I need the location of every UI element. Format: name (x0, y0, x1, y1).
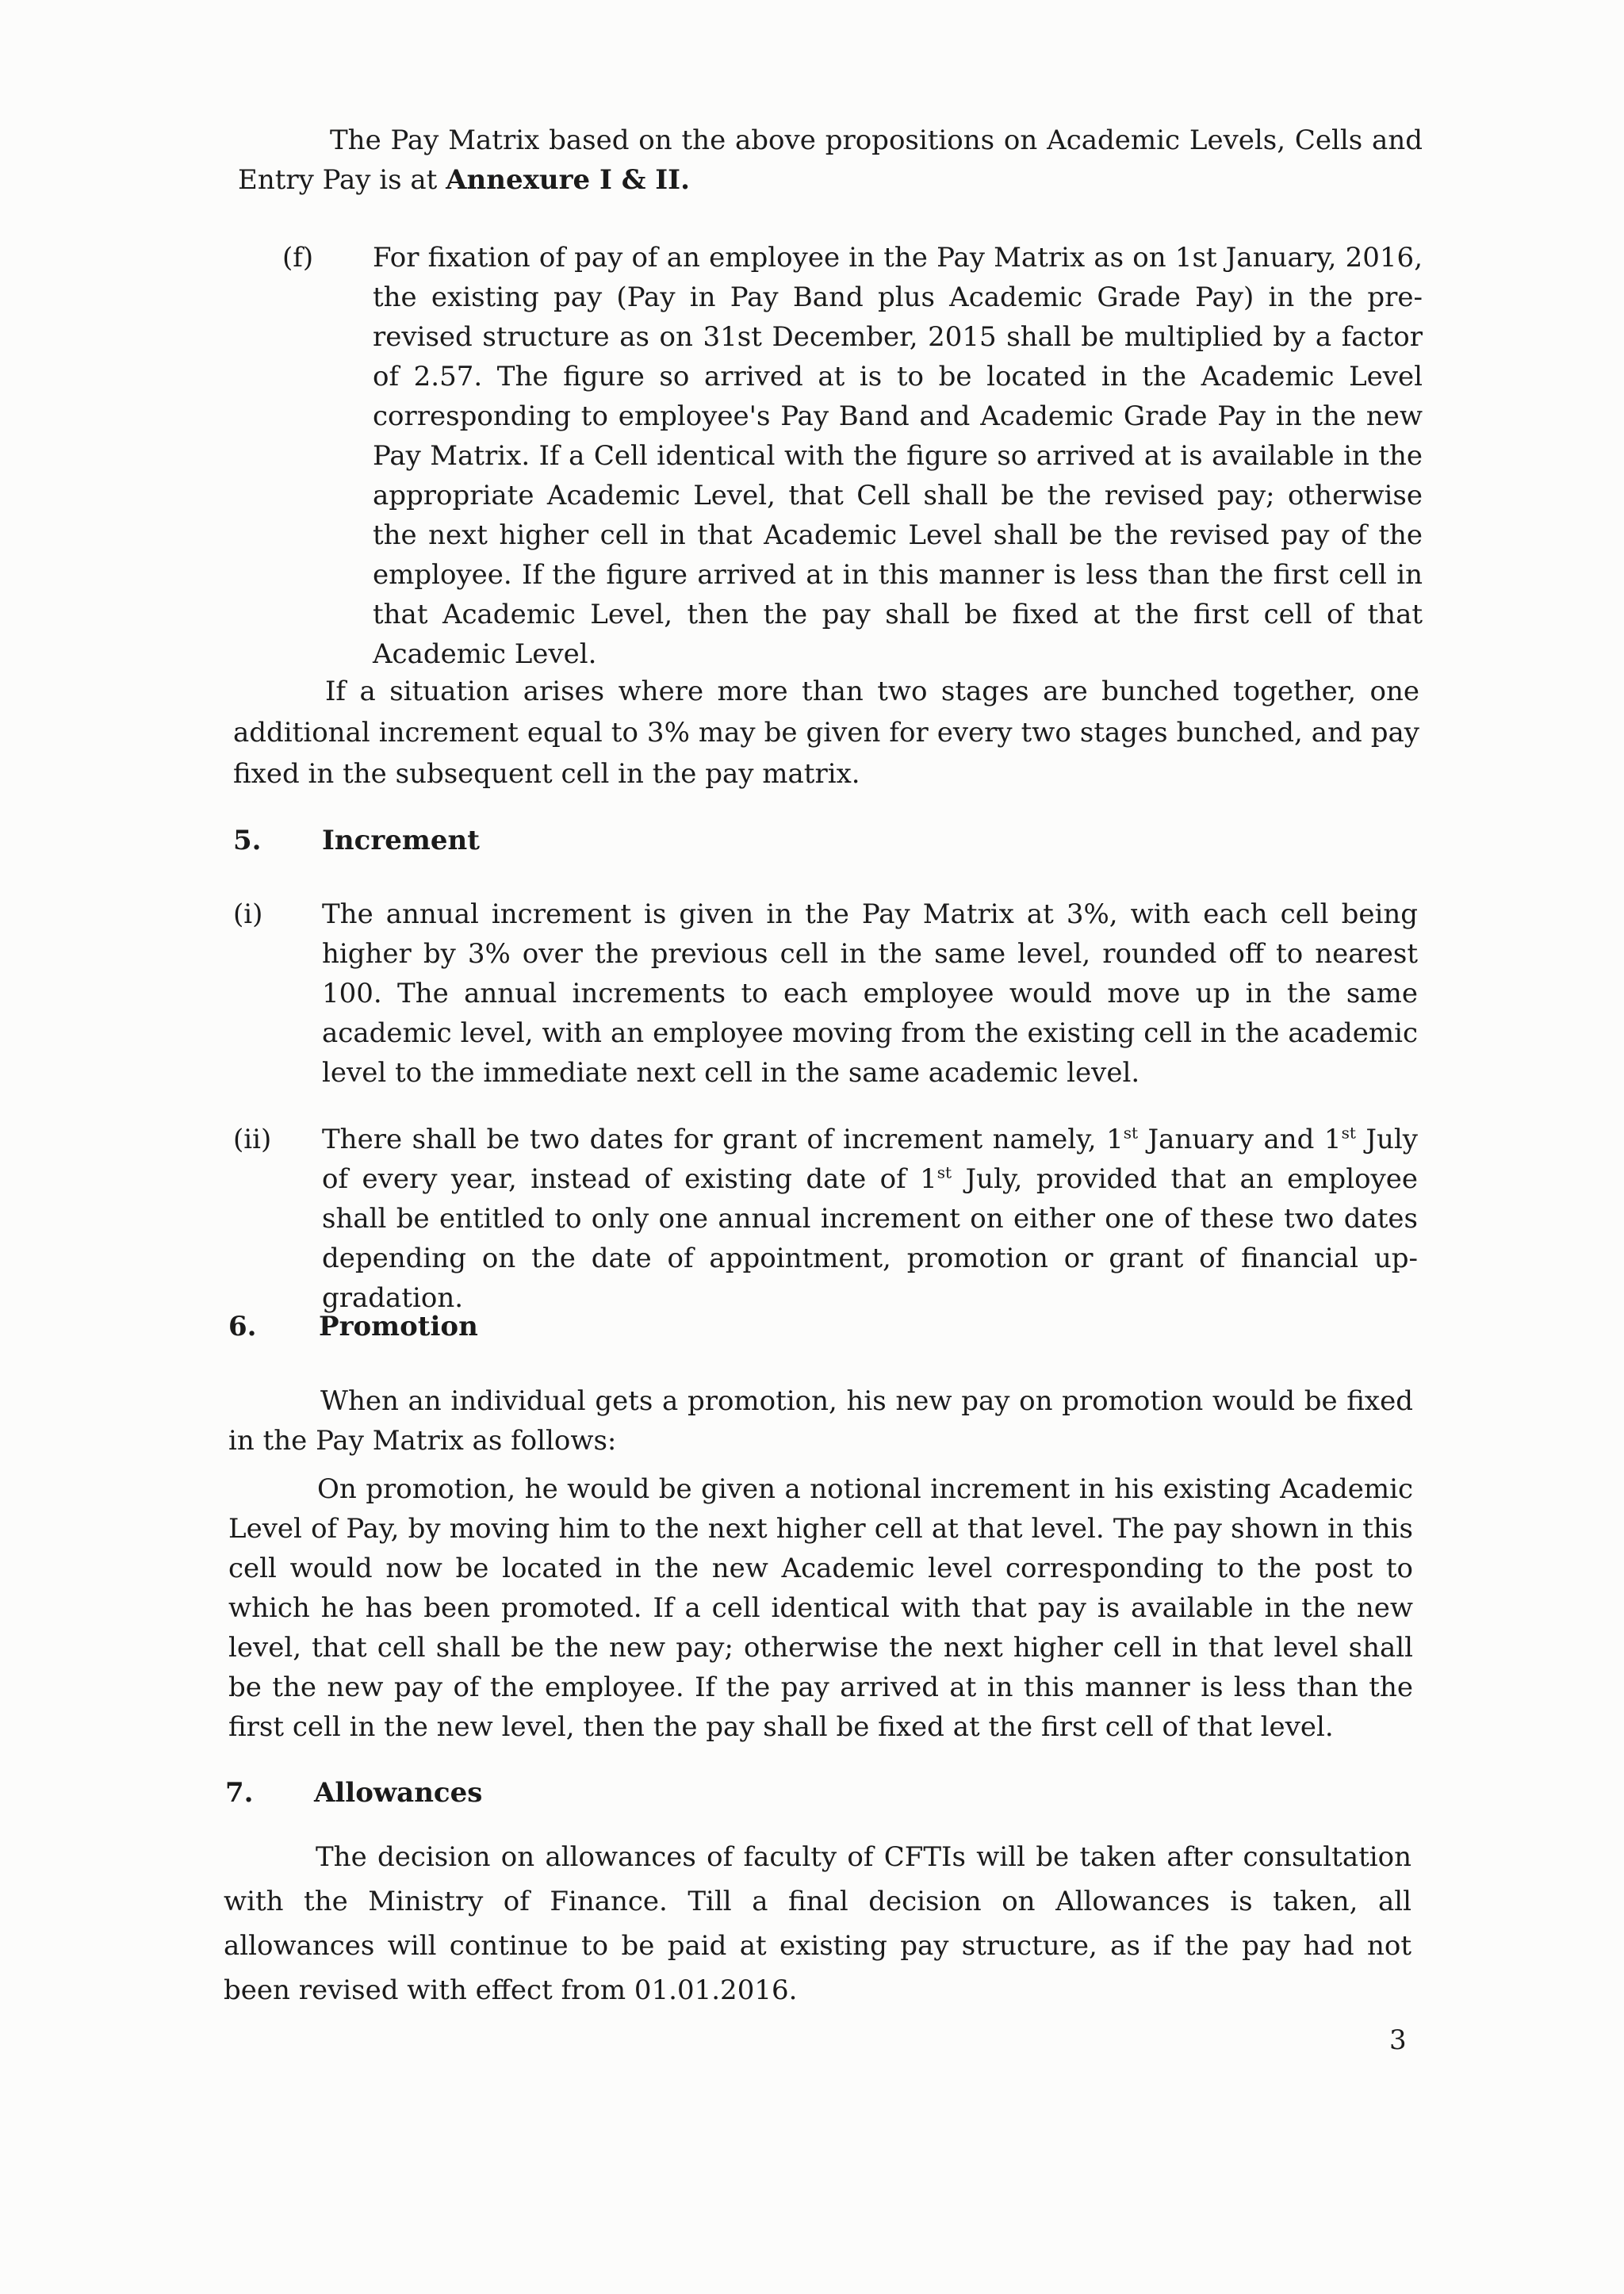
item-ii-sup2: st (1341, 1123, 1356, 1143)
para-f-marker: (f) (282, 242, 314, 274)
increment-item-ii-marker: (ii) (233, 1124, 272, 1155)
para-f-text: For fixation of pay of an employee in the Pay Matrix as on 1st January, 2016, the existing pay (Pay in Pay Band plus Academic Grade Pay) in the pre-revised structure as on 31st December, 2015 shall be multiplied by a factor of 2.57. The figure so arrived at is to be located in the Academic Level corresponding to employee's Pay Band and Academic Grade Pay in the new Pay Matrix. If a Cell identical with the figure so arrived at is available in the appropriate Academic Level, that Cell shall be the revised pay; otherwise the next higher cell in that Academic Level shall be the revised pay of the employee. If the figure arrived at in this manner is less than the first cell in that Academic Level, then the pay shall be fixed at the first cell of that Academic Level. (373, 242, 1423, 670)
item-ii-part3: July of every year, instead of existing date of 1 (322, 1124, 1418, 1195)
section5-number: 5. (233, 825, 262, 856)
section7-number: 7. (225, 1777, 254, 1809)
section7-title: Allowances (314, 1777, 483, 1809)
item-ii-part2: January and 1 (1138, 1124, 1342, 1155)
intro-text: The Pay Matrix based on the above propositions on Academic Levels, Cells and Entry Pay is at (238, 124, 1423, 196)
increment-item-ii-text (322, 1120, 1418, 1318)
section6-title: Promotion (319, 1311, 478, 1342)
intro-paragraph (238, 121, 1423, 200)
item-ii-part1: There shall be two dates for grant of increment namely, 1 (322, 1124, 1124, 1155)
section6-number: 6. (228, 1311, 257, 1342)
promotion-paragraph-2: On promotion, he would be given a notional increment in his existing Academic Level of Pay, by moving him to the next higher cell at that level. The pay shown in this cell would now be located in the new Academic level corresponding to the post to which he has been promoted. If a cell identical with that pay is available in the new level, that cell shall be the new pay; otherwise the next higher cell in that level shall be the new pay of the employee. If the pay arrived at in this manner is less than the first cell in the new level, then the pay shall be fixed at the first cell of that level. (228, 1473, 1413, 1743)
allowances-paragraph: The decision on allowances of faculty of CFTIs will be taken after consultation with the Ministry of Finance. Till a final decision on Allowances is taken, all allowances will continue to be paid at existing pay structure, as if the pay had not been revised with effect from 01.01.2016. (224, 1841, 1411, 2006)
promotion-paragraph-1: When an individual gets a promotion, his new pay on promotion would be fixed in the Pay Matrix as follows: (228, 1385, 1413, 1457)
bunching-paragraph: If a situation arises where more than two stages are bunched together, one additional increment equal to 3% may be given for every two stages bunched, and pay fixed in the subsequent cell in the pay matrix. (233, 676, 1419, 790)
section5-title: Increment (322, 825, 480, 856)
increment-item-i-marker: (i) (233, 898, 263, 930)
page-number: 3 (1389, 2024, 1407, 2056)
annexure-reference: Annexure I & II. (446, 164, 690, 196)
item-ii-sup1: st (1123, 1123, 1139, 1143)
increment-item-i-text: The annual increment is given in the Pay Matrix at 3%, with each cell being higher by 3% over the previous cell in the same level, rounded off to nearest 100. The annual increments to each employee would move up in the same academic level, with an employee moving from the existing cell in the academic level to the immediate next cell in the same academic level. (322, 898, 1418, 1089)
item-ii-part4: July, provided that an employee shall be entitled to only one annual increment on either one of these two dates depending on the date of appointment, promotion or grant of financial up-gradation. (322, 1163, 1418, 1314)
item-ii-sup3: st (936, 1162, 952, 1182)
